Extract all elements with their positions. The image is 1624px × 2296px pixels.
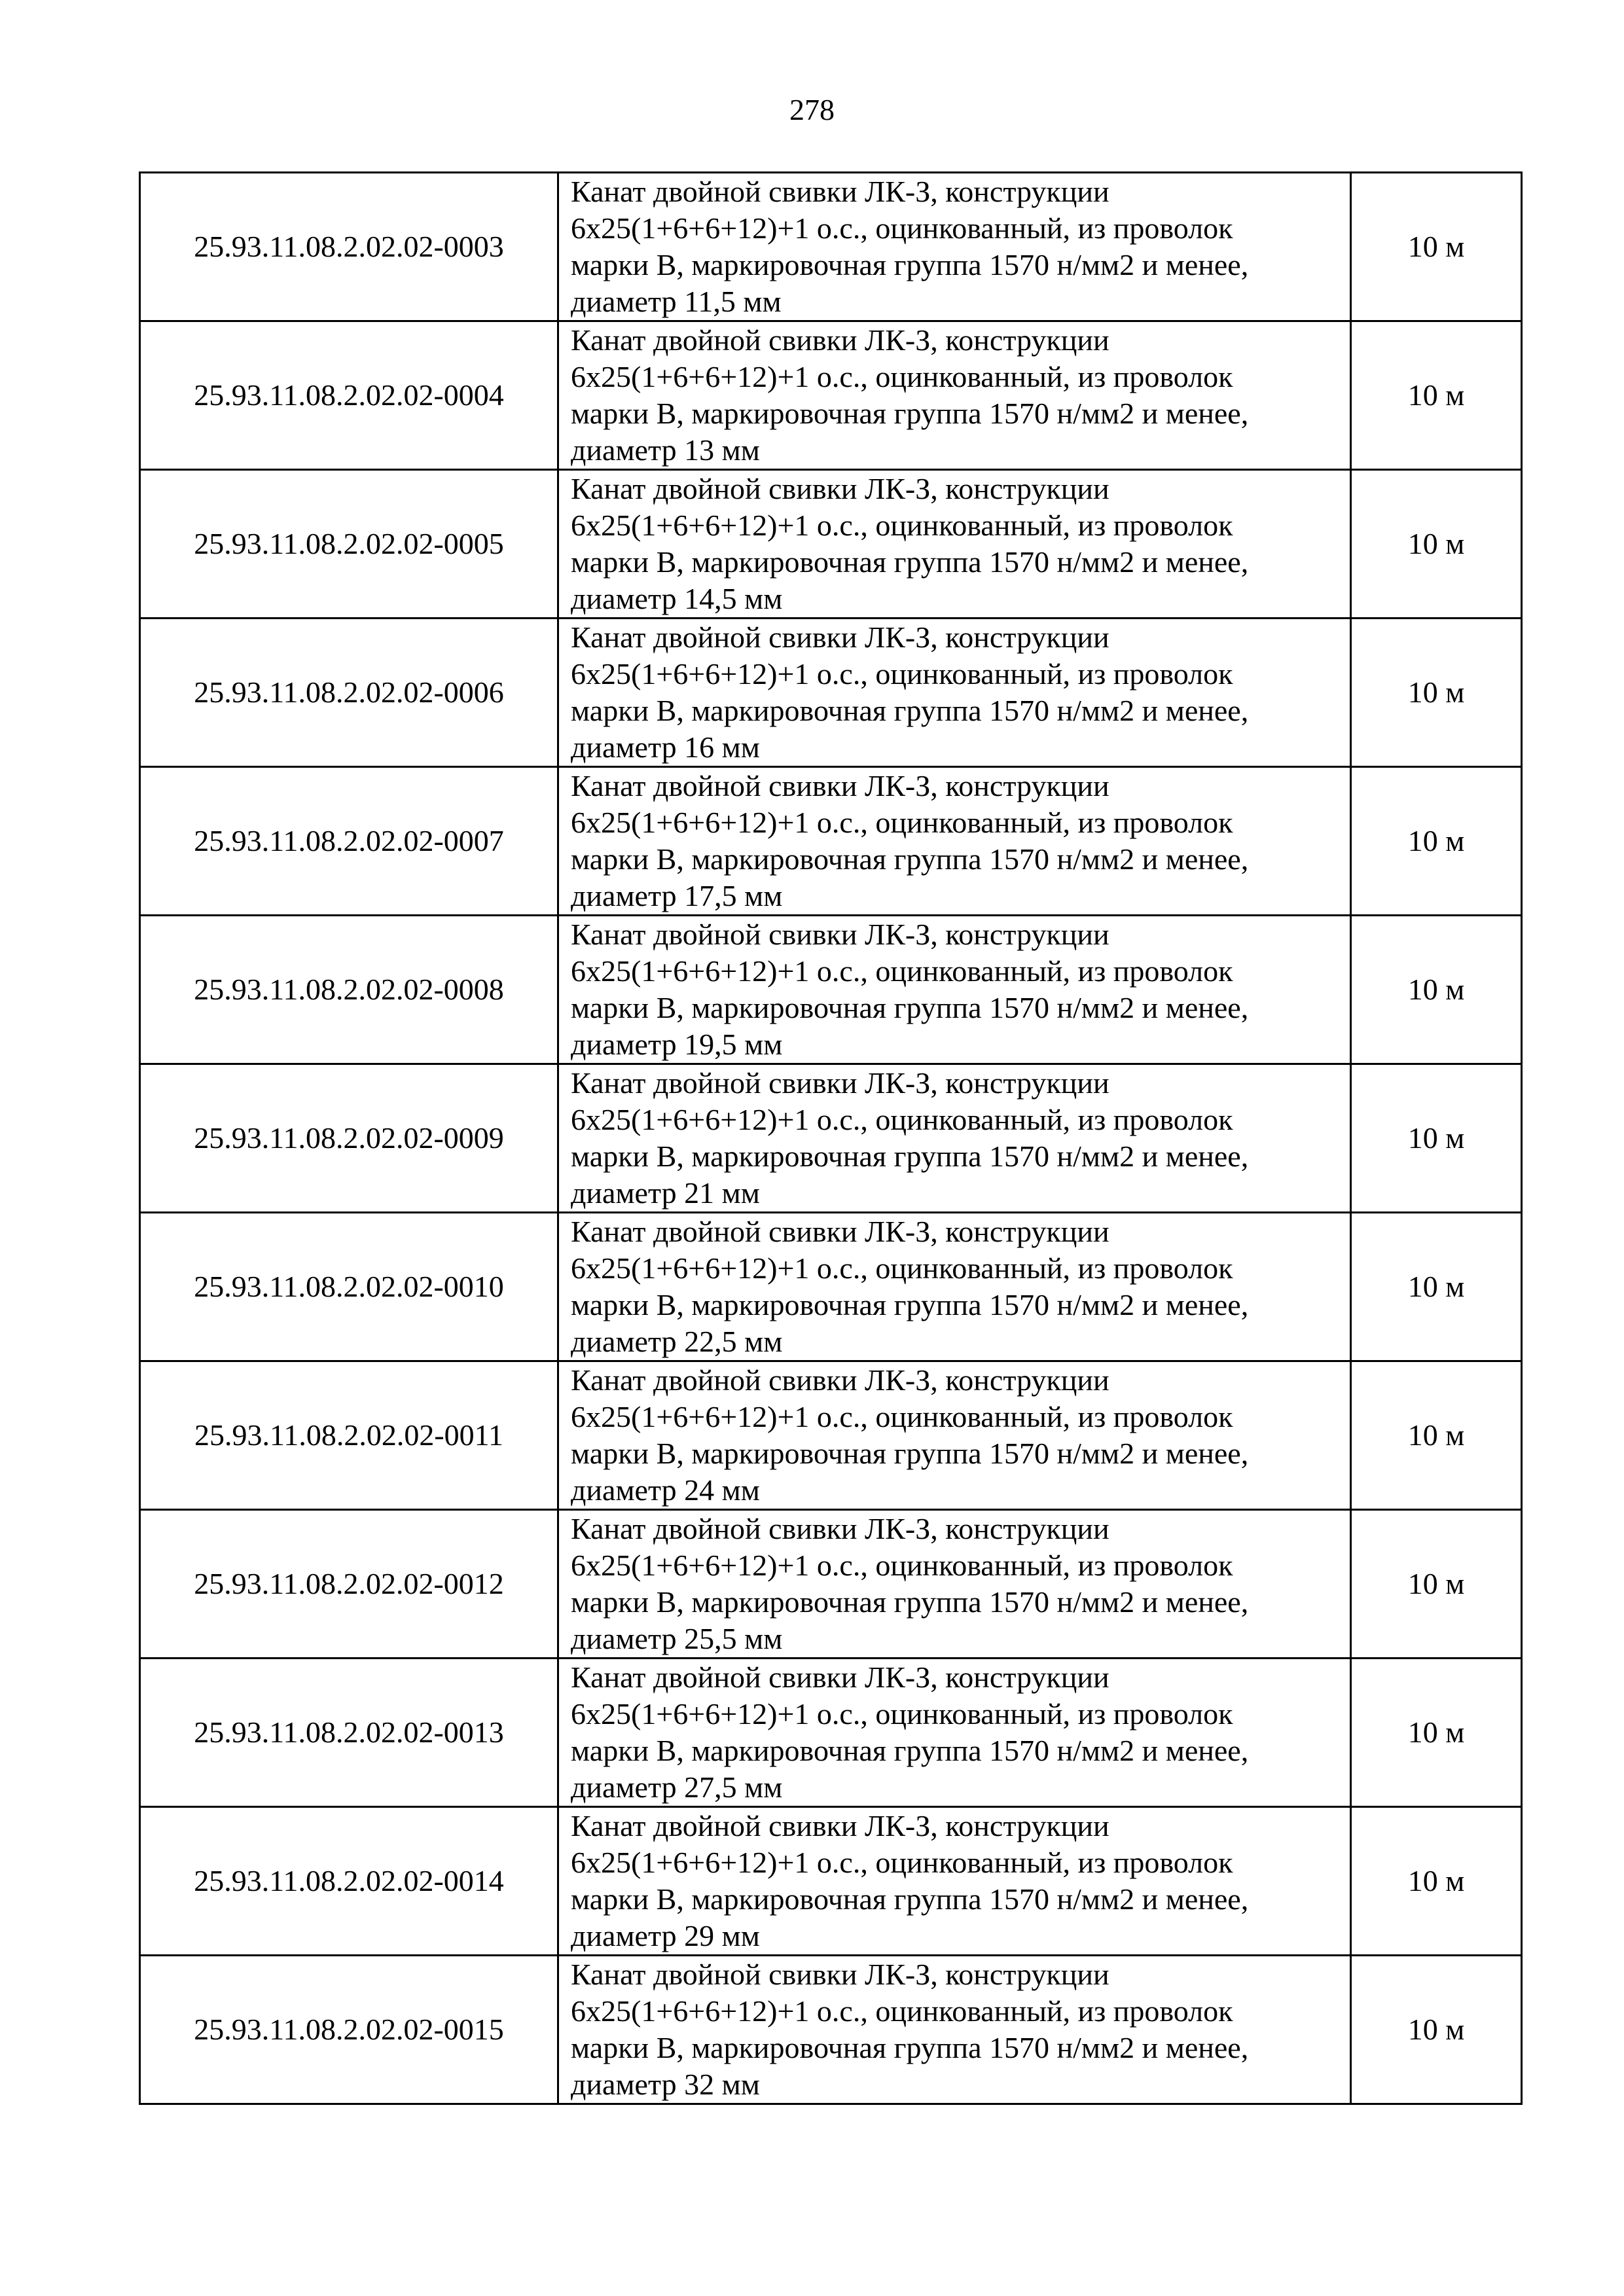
description-line: диаметр 17,5 мм: [571, 879, 783, 912]
unit-cell: 10 м: [1351, 1361, 1522, 1510]
table-row: [140, 767, 1522, 916]
unit-cell: 10 м: [1351, 470, 1522, 619]
description-line: марки В, маркировочная группа 1570 н/мм2 и менее,: [571, 1585, 1249, 1619]
resource-description-cell: [558, 1659, 1351, 1807]
description-line: 6х25(1+6+6+12)+1 о.с., оцинкованный, из проволок: [571, 806, 1233, 839]
description-line: Канат двойной свивки ЛК-З, конструкции: [571, 472, 1110, 505]
unit-cell: 10 м: [1351, 916, 1522, 1064]
resource-table: [139, 171, 1523, 2105]
description-line: Канат двойной свивки ЛК-З, конструкции: [571, 323, 1110, 357]
resource-code-cell: 25.93.11.08.2.02.02-0004: [140, 321, 558, 470]
resource-description-cell: [558, 1213, 1351, 1361]
description-line: марки В, маркировочная группа 1570 н/мм2 и менее,: [571, 397, 1249, 430]
description-line: Канат двойной свивки ЛК-З, конструкции: [571, 1215, 1110, 1248]
resource-code-cell: 25.93.11.08.2.02.02-0008: [140, 916, 558, 1064]
description-line: 6х25(1+6+6+12)+1 о.с., оцинкованный, из проволок: [571, 1400, 1233, 1433]
resource-description-cell: [558, 1064, 1351, 1213]
description-line: 6х25(1+6+6+12)+1 о.с., оцинкованный, из проволок: [571, 954, 1233, 988]
resource-code-cell: 25.93.11.08.2.02.02-0011: [140, 1361, 558, 1510]
resource-description-cell: [558, 916, 1351, 1064]
description-line: марки В, маркировочная группа 1570 н/мм2 и менее,: [571, 248, 1249, 281]
resource-code-cell: 25.93.11.08.2.02.02-0015: [140, 1956, 558, 2104]
resource-code-cell: 25.93.11.08.2.02.02-0003: [140, 173, 558, 321]
table-row: [140, 619, 1522, 767]
unit-cell: 10 м: [1351, 173, 1522, 321]
description-line: Канат двойной свивки ЛК-З, конструкции: [571, 1066, 1110, 1100]
description-line: диаметр 13 мм: [571, 433, 760, 467]
description-line: 6х25(1+6+6+12)+1 о.с., оцинкованный, из проволок: [571, 1103, 1233, 1136]
description-line: 6х25(1+6+6+12)+1 о.с., оцинкованный, из проволок: [571, 211, 1233, 245]
description-line: диаметр 25,5 мм: [571, 1622, 783, 1655]
unit-cell: 10 м: [1351, 321, 1522, 470]
unit-cell: 10 м: [1351, 1659, 1522, 1807]
resource-description-cell: [558, 1510, 1351, 1659]
resource-description-cell: [558, 321, 1351, 470]
description-line: диаметр 16 мм: [571, 730, 760, 764]
resource-code-cell: 25.93.11.08.2.02.02-0009: [140, 1064, 558, 1213]
resource-code-cell: 25.93.11.08.2.02.02-0013: [140, 1659, 558, 1807]
resource-description-cell: [558, 1361, 1351, 1510]
table-row: [140, 1807, 1522, 1956]
resource-description-cell: [558, 1956, 1351, 2104]
description-line: 6х25(1+6+6+12)+1 о.с., оцинкованный, из проволок: [571, 1697, 1233, 1731]
unit-cell: 10 м: [1351, 1956, 1522, 2104]
description-line: 6х25(1+6+6+12)+1 о.с., оцинкованный, из проволок: [571, 1846, 1233, 1879]
unit-cell: 10 м: [1351, 1807, 1522, 1956]
description-line: диаметр 22,5 мм: [571, 1325, 783, 1358]
description-line: марки В, маркировочная группа 1570 н/мм2 и менее,: [571, 991, 1249, 1024]
description-line: диаметр 32 мм: [571, 2068, 760, 2101]
description-line: Канат двойной свивки ЛК-З, конструкции: [571, 1512, 1110, 1545]
description-line: Канат двойной свивки ЛК-З, конструкции: [571, 1660, 1110, 1694]
description-line: 6х25(1+6+6+12)+1 о.с., оцинкованный, из проволок: [571, 1251, 1233, 1285]
description-line: Канат двойной свивки ЛК-З, конструкции: [571, 769, 1110, 802]
resource-description-cell: [558, 173, 1351, 321]
resource-description-cell: [558, 1807, 1351, 1956]
description-line: Канат двойной свивки ЛК-З, конструкции: [571, 918, 1110, 951]
description-line: диаметр 19,5 мм: [571, 1028, 783, 1061]
description-line: марки В, маркировочная группа 1570 н/мм2 и менее,: [571, 842, 1249, 876]
description-line: 6х25(1+6+6+12)+1 о.с., оцинкованный, из проволок: [571, 657, 1233, 691]
description-line: диаметр 21 мм: [571, 1176, 760, 1210]
resource-code-cell: 25.93.11.08.2.02.02-0005: [140, 470, 558, 619]
description-line: диаметр 24 мм: [571, 1473, 760, 1507]
resource-code-cell: 25.93.11.08.2.02.02-0010: [140, 1213, 558, 1361]
description-line: диаметр 14,5 мм: [571, 582, 783, 615]
description-line: марки В, маркировочная группа 1570 н/мм2 и менее,: [571, 1139, 1249, 1173]
table-row: [140, 1659, 1522, 1807]
description-line: Канат двойной свивки ЛК-З, конструкции: [571, 1809, 1110, 1842]
description-line: 6х25(1+6+6+12)+1 о.с., оцинкованный, из проволок: [571, 509, 1233, 542]
description-line: Канат двойной свивки ЛК-З, конструкции: [571, 1363, 1110, 1397]
description-line: диаметр 27,5 мм: [571, 1770, 783, 1804]
description-line: диаметр 29 мм: [571, 1919, 760, 1952]
table-row: [140, 470, 1522, 619]
unit-cell: 10 м: [1351, 619, 1522, 767]
description-line: 6х25(1+6+6+12)+1 о.с., оцинкованный, из проволок: [571, 1549, 1233, 1582]
table-row: [140, 1213, 1522, 1361]
resource-code-cell: 25.93.11.08.2.02.02-0014: [140, 1807, 558, 1956]
description-line: марки В, маркировочная группа 1570 н/мм2 и менее,: [571, 1882, 1249, 1916]
table-row: [140, 1361, 1522, 1510]
unit-cell: 10 м: [1351, 1064, 1522, 1213]
table-row: [140, 1956, 1522, 2104]
table-row: [140, 173, 1522, 321]
resource-description-cell: [558, 470, 1351, 619]
resource-description-cell: [558, 619, 1351, 767]
table-body: [140, 173, 1522, 2104]
table-row: [140, 1064, 1522, 1213]
unit-cell: 10 м: [1351, 767, 1522, 916]
unit-cell: 10 м: [1351, 1213, 1522, 1361]
table-row: [140, 916, 1522, 1064]
unit-cell: 10 м: [1351, 1510, 1522, 1659]
table-row: [140, 1510, 1522, 1659]
table-row: [140, 321, 1522, 470]
description-line: марки В, маркировочная группа 1570 н/мм2 и менее,: [571, 545, 1249, 579]
resource-code-cell: 25.93.11.08.2.02.02-0006: [140, 619, 558, 767]
description-line: Канат двойной свивки ЛК-З, конструкции: [571, 175, 1110, 208]
page-number: 278: [789, 93, 835, 126]
description-line: марки В, маркировочная группа 1570 н/мм2 и менее,: [571, 1734, 1249, 1767]
description-line: марки В, маркировочная группа 1570 н/мм2 и менее,: [571, 1288, 1249, 1321]
resource-code-cell: 25.93.11.08.2.02.02-0012: [140, 1510, 558, 1659]
description-line: марки В, маркировочная группа 1570 н/мм2 и менее,: [571, 2031, 1249, 2064]
description-line: диаметр 11,5 мм: [571, 285, 782, 318]
description-line: 6х25(1+6+6+12)+1 о.с., оцинкованный, из проволок: [571, 1994, 1233, 2028]
description-line: марки В, маркировочная группа 1570 н/мм2 и менее,: [571, 1437, 1249, 1470]
description-line: Канат двойной свивки ЛК-З, конструкции: [571, 1958, 1110, 1991]
description-line: марки В, маркировочная группа 1570 н/мм2 и менее,: [571, 694, 1249, 727]
description-line: 6х25(1+6+6+12)+1 о.с., оцинкованный, из проволок: [571, 360, 1233, 393]
resource-description-cell: [558, 767, 1351, 916]
description-line: Канат двойной свивки ЛК-З, конструкции: [571, 620, 1110, 654]
resource-code-cell: 25.93.11.08.2.02.02-0007: [140, 767, 558, 916]
